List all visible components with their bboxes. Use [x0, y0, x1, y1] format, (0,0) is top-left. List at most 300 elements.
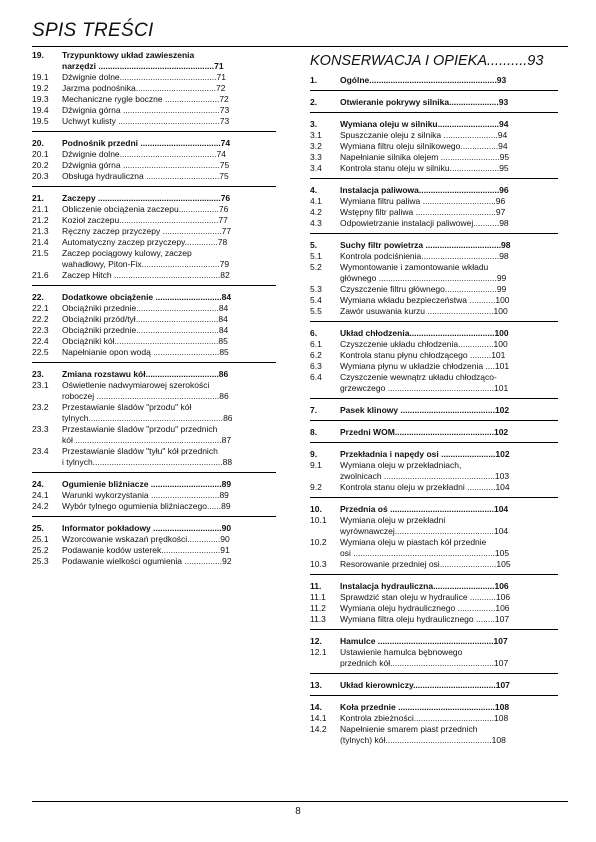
toc-entry-line: Informator pokładowy .............................90: [62, 523, 232, 533]
section-divider: [32, 516, 276, 523]
toc-entry-number: 19.2: [32, 83, 49, 93]
toc-subentry[interactable]: [32, 501, 276, 512]
toc-entry-line: Wymiana filtru oleju silnikowego................94: [340, 141, 508, 151]
toc-entry-line: osi ............................................................105: [340, 548, 510, 558]
toc-chapter-entry[interactable]: [310, 680, 558, 691]
toc-entry-text: [62, 501, 276, 512]
toc-entry-text: [62, 347, 276, 358]
toc-entry-number: 4.1: [310, 196, 322, 206]
toc-entry-number: 11.3: [310, 614, 326, 624]
toc-entry-line: i tylnych.......................................................88: [62, 457, 233, 467]
toc-chapter-entry[interactable]: [310, 328, 558, 339]
toc-subentry[interactable]: [32, 270, 276, 281]
toc-entry-text: [340, 350, 558, 361]
toc-subentry[interactable]: [310, 218, 558, 229]
toc-entry-number: 11.2: [310, 603, 326, 613]
toc-entry-text: [62, 72, 276, 83]
toc-entry-line: Ogumienie bliźniacze ..............................89: [62, 479, 232, 489]
toc-subentry[interactable]: [32, 83, 276, 94]
toc-entry-text: [62, 83, 276, 94]
section-divider: [32, 186, 276, 193]
toc-entry-number: 22.1: [32, 303, 49, 313]
toc-entry-line: Wymiana filtra oleju hydraulicznego ........107: [340, 614, 510, 624]
toc-entry-line: Suchy filtr powietrza ................................98: [340, 240, 511, 250]
section-divider: [310, 497, 558, 504]
toc-entry-text: [62, 171, 276, 182]
toc-entry-line: Podawanie wielkości ogumienia ................92: [62, 556, 232, 566]
toc-entry-line: Instalacja paliwowa..................................96: [340, 185, 509, 195]
toc-entry-text: [340, 581, 558, 592]
toc-subentry[interactable]: [310, 537, 558, 559]
toc-right-column: [310, 50, 558, 746]
toc-entry-line: Obciążniki przód/tył...................................84: [62, 314, 228, 324]
toc-subentry[interactable]: [32, 226, 276, 237]
toc-entry-line: Wymiana oleju w silniku..........................94: [340, 119, 509, 129]
toc-entry-line: Ustawienie hamulca bębnowego: [340, 647, 463, 657]
toc-entry-line: Otwieranie pokrywy silnika.....................93: [340, 97, 509, 107]
toc-entry-number: 3.3: [310, 152, 322, 162]
toc-entry-number: 20.1: [32, 149, 49, 159]
toc-entry-text: [340, 163, 558, 174]
toc-entry-text: [62, 523, 276, 534]
toc-entry-number: 3.1: [310, 130, 322, 140]
toc-subentry[interactable]: [310, 251, 558, 262]
toc-entry-text: [340, 680, 558, 691]
section-divider: [310, 321, 558, 328]
toc-entry-number: 25.2: [32, 545, 49, 555]
toc-entry-text: [340, 251, 558, 262]
toc-subentry[interactable]: [32, 347, 276, 358]
toc-entry-text: [340, 647, 558, 669]
toc-entry-text: [62, 226, 276, 237]
toc-entry-number: 20.3: [32, 171, 49, 181]
toc-entry-line: Zaczepy ....................................................76: [62, 193, 231, 203]
toc-entry-number: 20.2: [32, 160, 49, 170]
toc-right-list: [310, 75, 558, 746]
section-divider: [310, 629, 558, 636]
toc-entry-line: Obciążniki kół............................................85: [62, 336, 228, 346]
toc-entry-text: [340, 196, 558, 207]
toc-entry-line: Wymontowanie i zamontowanie wkładu: [340, 262, 489, 272]
toc-entry-text: [340, 537, 558, 559]
toc-entry-number: 5.4: [310, 295, 322, 305]
toc-entry-text: [340, 636, 558, 647]
toc-entry-number: 4.3: [310, 218, 322, 228]
toc-entry-line: Zaczep pociągowy kulowy, zaczep: [62, 248, 192, 258]
toc-entry-text: [62, 215, 276, 226]
toc-entry-text: [62, 534, 276, 545]
toc-entry-number: 6.: [310, 328, 318, 338]
toc-entry-number: 25.: [32, 523, 44, 533]
toc-entry-line: (tylnych) kół.............................................108: [340, 735, 506, 745]
toc-entry-number: 19.4: [32, 105, 49, 115]
toc-entry-text: [340, 724, 558, 746]
toc-entry-number: 24.1: [32, 490, 49, 500]
toc-entry-number: 22.: [32, 292, 44, 302]
toc-entry-number: 9.2: [310, 482, 322, 492]
toc-entry-text: [340, 141, 558, 152]
toc-entry-line: Wymiana oleju w przekładni: [340, 515, 446, 525]
toc-entry-number: 14.: [310, 702, 322, 712]
toc-entry-number: 21.5: [32, 248, 49, 258]
toc-entry-text: [340, 460, 558, 482]
toc-entry-number: 9.: [310, 449, 318, 459]
toc-subentry[interactable]: [310, 350, 558, 361]
toc-entry-text: [340, 614, 558, 625]
toc-entry-number: 21.3: [32, 226, 49, 236]
toc-entry-number: 19.3: [32, 94, 49, 104]
toc-entry-text: [340, 449, 558, 460]
toc-entry-text: [340, 130, 558, 141]
toc-entry-number: 24.: [32, 479, 44, 489]
toc-entry-number: 3.2: [310, 141, 322, 151]
toc-entry-text: [62, 292, 276, 303]
toc-subentry[interactable]: [32, 490, 276, 501]
toc-chapter-entry[interactable]: [310, 97, 558, 108]
toc-entry-text: [62, 380, 276, 402]
toc-entry-text: [62, 50, 276, 72]
toc-entry-line: Obsługa hydrauliczna ...............................75: [62, 171, 229, 181]
toc-entry-number: 5.2: [310, 262, 322, 272]
toc-subentry[interactable]: [310, 295, 558, 306]
toc-entry-line: Oświetlenie nadwymiarowej szerokości: [62, 380, 210, 390]
page-number: 8: [295, 806, 301, 817]
toc-entry-line: kół ..............................................................87: [62, 435, 232, 445]
toc-entry-number: 21.1: [32, 204, 49, 214]
toc-entry-line: tylnych.........................................................86: [62, 413, 233, 423]
toc-entry-text: [340, 559, 558, 570]
toc-chapter-entry[interactable]: [32, 50, 276, 72]
toc-entry-text: [340, 592, 558, 603]
toc-entry-text: [340, 240, 558, 251]
section-divider: [32, 362, 276, 369]
toc-chapter-entry[interactable]: [310, 449, 558, 460]
toc-chapter-entry[interactable]: [310, 581, 558, 592]
toc-entry-number: 5.5: [310, 306, 322, 316]
toc-entry-line: Wymiana oleju w przekładniach,: [340, 460, 462, 470]
toc-entry-line: Spuszczanie oleju z silnika .......................94: [340, 130, 508, 140]
toc-entry-text: [62, 490, 276, 501]
toc-entry-line: Automatyczny zaczep przyczepy..............78: [62, 237, 228, 247]
toc-entry-text: [62, 325, 276, 336]
toc-entry-number: 4.: [310, 185, 318, 195]
toc-entry-text: [62, 149, 276, 160]
toc-subentry[interactable]: [310, 306, 558, 317]
toc-entry-line: grzewczego .............................................101: [340, 383, 509, 393]
toc-subentry[interactable]: [32, 380, 276, 402]
toc-subentry[interactable]: [32, 446, 276, 468]
toc-entry-text: [340, 185, 558, 196]
toc-entry-number: 23.3: [32, 424, 49, 434]
toc-entry-text: [340, 328, 558, 339]
toc-entry-line: Napełnienie smarem piast przednich: [340, 724, 478, 734]
section-divider: [310, 442, 558, 449]
toc-entry-line: Napełnianie opon wodą ............................85: [62, 347, 229, 357]
toc-subentry[interactable]: [32, 303, 276, 314]
toc-entry-line: Czyszczenie układu chłodzenia...............100: [340, 339, 508, 349]
toc-entry-line: Wymiana wkładu bezpieczeństwa ...........100: [340, 295, 510, 305]
toc-subentry[interactable]: [310, 152, 558, 163]
toc-entry-line: Przednia oś ............................................104: [340, 504, 509, 514]
toc-chapter-entry[interactable]: [32, 479, 276, 490]
toc-entry-text: [62, 545, 276, 556]
toc-entry-line: Wstępny filtr paliwa ..................................97: [340, 207, 506, 217]
toc-entry-text: [62, 94, 276, 105]
toc-subentry[interactable]: [32, 149, 276, 160]
page-title: SPIS TREŚCI: [32, 20, 154, 41]
toc-entry-line: Warunki wykorzystania .............................89: [62, 490, 229, 500]
toc-entry-number: 5.1: [310, 251, 322, 261]
toc-subentry[interactable]: [32, 215, 276, 226]
section-title: KONSERWACJA I OPIEKA..........93: [310, 53, 544, 69]
toc-entry-number: 9.1: [310, 460, 322, 470]
toc-entry-number: 3.: [310, 119, 318, 129]
toc-chapter-entry[interactable]: [32, 292, 276, 303]
toc-entry-line: Wymiana filtru paliwa ...............................96: [340, 196, 506, 206]
toc-entry-number: 10.3: [310, 559, 327, 569]
toc-entry-text: [340, 295, 558, 306]
toc-chapter-entry[interactable]: [310, 119, 558, 130]
toc-entry-number: 1.: [310, 75, 318, 85]
toc-entry-text: [340, 427, 558, 438]
toc-entry-text: [62, 303, 276, 314]
toc-entry-line: Sprawdzić stan oleju w hydraulice ...........106: [340, 592, 511, 602]
section-divider: [310, 112, 558, 119]
toc-entry-text: [340, 97, 558, 108]
toc-entry-line: Dźwignie dolne.........................................71: [62, 72, 226, 82]
toc-chapter-entry[interactable]: [310, 405, 558, 416]
toc-entry-line: Resorowanie przedniej osi........................105: [340, 559, 511, 569]
toc-subentry[interactable]: [32, 94, 276, 105]
toc-entry-number: 5.: [310, 240, 318, 250]
toc-chapter-entry[interactable]: [310, 75, 558, 86]
toc-entry-number: 6.4: [310, 372, 322, 382]
toc-subentry[interactable]: [310, 163, 558, 174]
toc-entry-text: [340, 372, 558, 394]
toc-entry-line: Podawanie kodów usterek.........................91: [62, 545, 230, 555]
toc-entry-number: 13.: [310, 680, 322, 690]
toc-subentry[interactable]: [32, 204, 276, 215]
toc-subentry[interactable]: [32, 556, 276, 567]
toc-entry-text: [340, 702, 558, 713]
top-rule: [32, 46, 568, 47]
toc-entry-line: Pasek klinowy ........................................102: [340, 405, 510, 415]
toc-entry-number: 21.: [32, 193, 44, 203]
toc-entry-line: Kontrola stanu oleju w przekładni ............104: [340, 482, 510, 492]
toc-entry-number: 19.5: [32, 116, 49, 126]
toc-entry-line: Dodatkowe obciążenie ............................84: [62, 292, 232, 302]
toc-entry-line: Wymiana oleju w piastach kół przednie: [340, 537, 487, 547]
toc-subentry[interactable]: [310, 207, 558, 218]
section-divider: [310, 178, 558, 185]
toc-entry-line: Obciążniki przednie...................................84: [62, 303, 229, 313]
toc-chapter-entry[interactable]: [32, 369, 276, 380]
toc-entry-text: [340, 207, 558, 218]
toc-entry-text: [62, 369, 276, 380]
toc-entry-text: [340, 339, 558, 350]
toc-subentry[interactable]: [310, 130, 558, 141]
toc-subentry[interactable]: [310, 482, 558, 493]
section-divider: [310, 673, 558, 680]
section-divider: [32, 131, 276, 138]
toc-subentry[interactable]: [310, 515, 558, 537]
toc-entry-number: 8.: [310, 427, 318, 437]
toc-entry-line: przednich kół............................................107: [340, 658, 509, 668]
toc-entry-line: Kontrola stanu płynu chłodzącego .........101: [340, 350, 506, 360]
toc-entry-line: Kontrola podciśnienia.................................98: [340, 251, 509, 261]
section-divider: [310, 90, 558, 97]
toc-entry-line: Podnośnik przedni ..................................74: [62, 138, 231, 148]
toc-subentry[interactable]: [32, 336, 276, 347]
toc-entry-line: Dźwignia górna .........................................73: [62, 105, 230, 115]
toc-subentry[interactable]: [310, 603, 558, 614]
toc-subentry[interactable]: [32, 116, 276, 127]
toc-chapter-entry[interactable]: [310, 240, 558, 251]
toc-entry-line: Wymiana oleju hydraulicznego ................106: [340, 603, 510, 613]
toc-entry-text: [62, 270, 276, 281]
toc-entry-text: [62, 402, 276, 424]
toc-entry-line: Obciążniki przednie...................................84: [62, 325, 229, 335]
toc-entry-text: [340, 603, 558, 614]
toc-chapter-entry[interactable]: [310, 185, 558, 196]
toc-subentry[interactable]: [32, 325, 276, 336]
toc-entry-number: 14.1: [310, 713, 327, 723]
toc-entry-number: 5.3: [310, 284, 322, 294]
toc-entry-line: narzędzi .................................................71: [62, 61, 224, 71]
toc-subentry[interactable]: [310, 460, 558, 482]
toc-subentry[interactable]: [310, 339, 558, 350]
toc-subentry[interactable]: [32, 72, 276, 83]
toc-entry-number: 23.4: [32, 446, 49, 456]
toc-entry-line: Kozioł zaczepu..........................................77: [62, 215, 228, 225]
toc-chapter-entry[interactable]: [310, 504, 558, 515]
toc-entry-text: [62, 160, 276, 171]
toc-entry-number: 10.: [310, 504, 322, 514]
toc-subentry[interactable]: [32, 545, 276, 556]
toc-entry-line: wahadłowy, Piton-Fix.................................79: [62, 259, 230, 269]
toc-entry-number: 21.6: [32, 270, 49, 280]
toc-chapter-entry[interactable]: [32, 193, 276, 204]
toc-subentry[interactable]: [310, 372, 558, 394]
toc-entry-line: roboczej ....................................................86: [62, 391, 229, 401]
toc-entry-line: Jarzma podnośnika..................................72: [62, 83, 226, 93]
toc-entry-number: 24.2: [32, 501, 49, 511]
toc-entry-line: Przedni WOM..........................................102: [340, 427, 509, 437]
toc-subentry[interactable]: [32, 105, 276, 116]
toc-subentry[interactable]: [310, 361, 558, 372]
section-divider: [310, 398, 558, 405]
toc-entry-line: Odpowietrzanie instalacji paliwowej...........98: [340, 218, 509, 228]
toc-entry-number: 22.2: [32, 314, 49, 324]
toc-subentry[interactable]: [32, 402, 276, 424]
toc-entry-line: głównego ..................................................99: [340, 273, 507, 283]
toc-entry-line: Uchwyt kulisty ...........................................73: [62, 116, 230, 126]
toc-subentry[interactable]: [310, 284, 558, 295]
toc-subentry[interactable]: [32, 237, 276, 248]
toc-entry-number: 19.: [32, 50, 44, 60]
toc-entry-text: [340, 306, 558, 317]
toc-subentry[interactable]: [32, 424, 276, 446]
toc-entry-number: 22.3: [32, 325, 49, 335]
toc-entry-line: Dźwignia górna .........................................75: [62, 160, 230, 170]
toc-entry-line: Czyszczenie wewnątrz układu chłodząco-: [340, 372, 497, 382]
toc-entry-text: [340, 713, 558, 724]
toc-entry-text: [340, 361, 558, 372]
toc-entry-text: [62, 446, 276, 468]
toc-entry-text: [340, 405, 558, 416]
toc-entry-text: [340, 262, 558, 284]
toc-entry-line: wyrównawczej..........................................104: [340, 526, 509, 536]
toc-chapter-entry[interactable]: [32, 138, 276, 149]
toc-entry-number: 21.4: [32, 237, 49, 247]
toc-entry-text: [62, 116, 276, 127]
toc-entry-number: 23.: [32, 369, 44, 379]
toc-entry-line: Napełnianie silnika olejem .........................95: [340, 152, 510, 162]
toc-entry-text: [62, 314, 276, 325]
toc-entry-text: [340, 515, 558, 537]
toc-entry-line: Dźwignie dolne.........................................74: [62, 149, 226, 159]
toc-entry-line: Wybór tylnego ogumienia bliźniaczego......89: [62, 501, 231, 511]
toc-entry-text: [62, 248, 276, 270]
toc-subentry[interactable]: [310, 713, 558, 724]
toc-entry-text: [62, 556, 276, 567]
toc-chapter-entry[interactable]: [32, 523, 276, 534]
toc-entry-line: Czyszczenie filtru głównego......................99: [340, 284, 507, 294]
toc-entry-number: 4.2: [310, 207, 322, 217]
toc-left-column: [32, 50, 276, 567]
toc-subentry[interactable]: [310, 647, 558, 669]
toc-entry-line: Ogólne......................................................93: [340, 75, 507, 85]
toc-subentry[interactable]: [310, 614, 558, 625]
toc-entry-number: 6.3: [310, 361, 322, 371]
toc-subentry[interactable]: [310, 141, 558, 152]
toc-entry-number: 25.3: [32, 556, 49, 566]
bottom-rule: [32, 801, 568, 802]
toc-subentry[interactable]: [310, 724, 558, 746]
toc-entry-line: Trzypunktowy układ zawieszenia: [62, 50, 195, 60]
toc-entry-line: Instalacja hydrauliczna..........................106: [340, 581, 509, 591]
toc-subentry[interactable]: [310, 196, 558, 207]
toc-subentry[interactable]: [310, 262, 558, 284]
toc-entry-text: [340, 75, 558, 86]
toc-entry-number: 12.1: [310, 647, 327, 657]
toc-subentry[interactable]: [32, 248, 276, 270]
toc-chapter-entry[interactable]: [310, 636, 558, 647]
toc-entry-line: Kontrola zbieżności..................................108: [340, 713, 509, 723]
toc-subentry[interactable]: [32, 171, 276, 182]
toc-chapter-entry[interactable]: [310, 702, 558, 713]
toc-entry-text: [340, 152, 558, 163]
toc-entry-number: 23.2: [32, 402, 49, 412]
toc-entry-text: [62, 336, 276, 347]
toc-chapter-entry[interactable]: [310, 427, 558, 438]
toc-subentry[interactable]: [310, 592, 558, 603]
section-divider: [32, 472, 276, 479]
toc-subentry[interactable]: [32, 314, 276, 325]
toc-entry-line: Koła przednie .........................................108: [340, 702, 510, 712]
toc-entry-line: Wzorcowanie wskazań prędkości..............90: [62, 534, 230, 544]
toc-entry-number: 10.1: [310, 515, 327, 525]
section-divider: [310, 233, 558, 240]
toc-entry-number: 6.2: [310, 350, 322, 360]
toc-subentry[interactable]: [32, 160, 276, 171]
toc-subentry[interactable]: [310, 559, 558, 570]
toc-entry-line: Zaczep Hitch .............................................82: [62, 270, 230, 280]
section-divider: [32, 285, 276, 292]
toc-subentry[interactable]: [32, 534, 276, 545]
toc-entry-number: 11.1: [310, 592, 326, 602]
toc-entry-number: 19.1: [32, 72, 49, 82]
